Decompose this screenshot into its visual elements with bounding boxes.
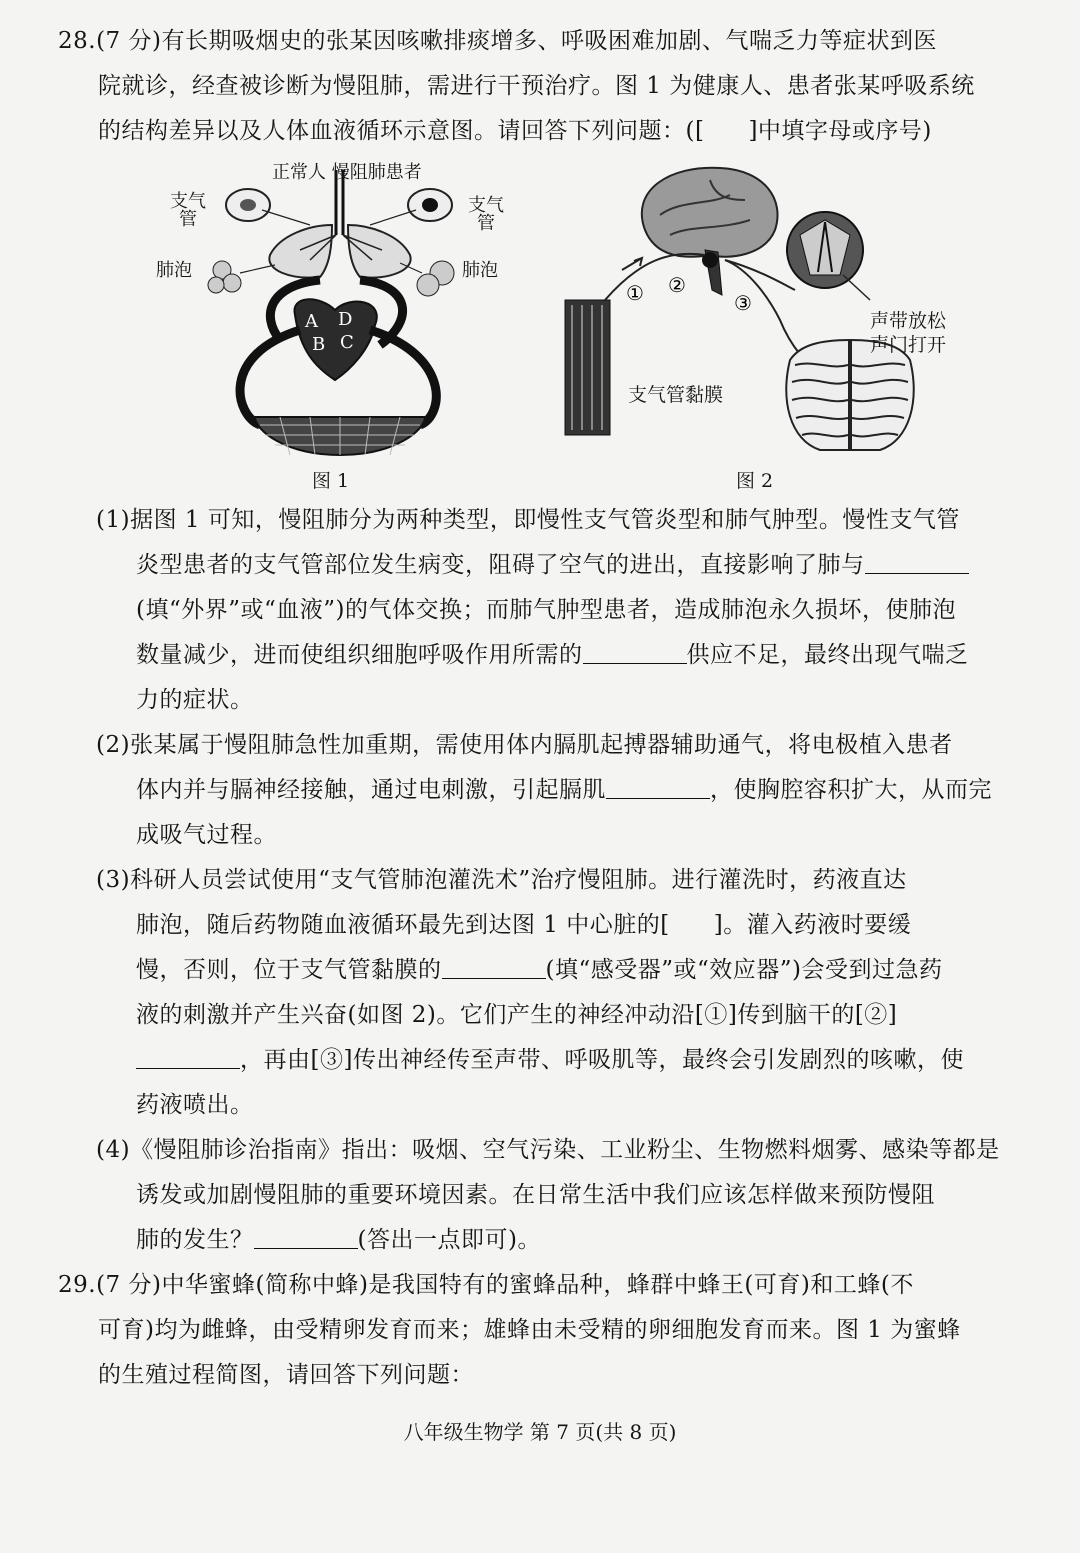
p2-line-3: 成吸气过程。 [136,822,277,848]
p1-line-4-b: 供应不足，最终出现气喘乏 [686,642,969,668]
fig1-top-label: 正常人 慢阻肺患者 [272,162,422,183]
answer-blank-3[interactable] [606,776,710,799]
p4-line-3 [136,1225,541,1255]
fig2-vocal-note-2: 声门打开 [870,334,947,356]
p3-line-2-b: ]。灌入药液时要缓 [713,912,912,938]
p3-line-3-a: 慢，否则，位于支气管黏膜的 [136,957,442,983]
path-label-2: ② [668,273,686,297]
answer-blank-4[interactable] [442,956,546,979]
p3-line-4: 液的刺激并产生兴奋(如图 2)。它们产生的神经冲动沿[①]传到脑干的[②] [136,1002,898,1028]
p1-line-2-text: 炎型患者的支气管部位发生病变，阻碍了空气的进出，直接影响了肺与 [136,552,865,578]
answer-blank-6[interactable] [254,1226,358,1249]
chamber-c: C [340,332,354,353]
p1-line-2 [136,550,969,580]
chamber-d: D [338,309,353,330]
p4-line-1: (4)《慢阻肺诊治指南》指出：吸烟、空气污染、工业粉尘、生物燃料烟雾、感染等都是 [96,1137,1000,1163]
fig2-caption: 图 2 [736,470,774,492]
right-lung [348,225,411,278]
q28-line-1: 28.(7 分)有长期吸烟史的张某因咳嗽排痰增多、呼吸困难加剧、气喘乏力等症状到医 [58,28,937,54]
p3-line-2-a: 肺泡，随后药物随血液循环最先到达图 1 中心脏的[ [136,912,670,938]
page-footer: 八年级生物学 第 7 页(共 8 页) [403,1420,677,1444]
path-label-3: ③ [734,291,752,315]
p1-line-1: (1)据图 1 可知，慢阻肺分为两种类型，即慢性支气管炎型和肺气肿型。慢性支气管 [96,507,960,533]
q28-line-3-b: ]中填字母或序号) [748,118,932,144]
fig1-right-alveoli-label: 肺泡 [462,260,498,281]
p3-line-6: 药液喷出。 [136,1092,254,1118]
answer-blank-5[interactable] [136,1046,240,1069]
fig2-vocal-note-1: 声带放松 [870,310,947,332]
fig1-caption: 图 1 [312,470,350,492]
fig1-left-bronchus-label: 支气管 [170,191,206,230]
p2-line-2-a: 体内并与膈神经接触，通过电刺激，引起膈肌 [136,777,606,803]
p2-line-2-b: ，使胸腔容积扩大，从而完 [710,777,992,803]
p1-line-4-a: 数量减少，进而使组织细胞呼吸作用所需的 [136,642,583,668]
p4-line-3-a: 肺的发生？ [136,1227,254,1253]
chamber-a: A [305,311,318,332]
q28-line-3-a: 的结构差异以及人体血液循环示意图。请回答下列问题：([ [98,118,705,144]
p1-line-5: 力的症状。 [136,687,254,713]
p3-line-3 [136,955,942,985]
p4-line-3-b: (答出一点即可)。 [357,1227,541,1253]
fig2-mucosa-label: 支气管黏膜 [628,384,724,406]
p3-line-5 [136,1045,964,1075]
answer-blank-1[interactable] [865,551,969,574]
q29-line-3: 的生殖过程简图，请回答下列问题： [98,1362,474,1388]
fig1-left-alveoli-label: 肺泡 [156,260,192,281]
p3-line-3-b: (填“感受器”或“效应器”)会受到过急药 [545,957,943,983]
figure-1-circulation [160,155,520,460]
answer-blank-2[interactable] [583,641,687,664]
q28-line-3 [98,116,932,146]
q29-line-2: 可育)均为雌蜂，由受精卵发育而来；雄蜂由未受精的卵细胞发育而来。图 1 为蜜蜂 [98,1317,961,1343]
p3-line-5-text: ，再由[③]传出神经传至声带、呼吸肌等，最终会引发剧烈的咳嗽，使 [240,1047,964,1073]
q28-line-2: 院就诊，经查被诊断为慢阻肺，需进行干预治疗。图 1 为健康人、患者张某呼吸系统 [98,73,975,99]
p3-line-2 [136,910,911,940]
p1-line-4 [136,640,969,670]
fig1-right-bronchus-label: 支气管 [468,195,504,234]
p2-line-2 [136,775,992,805]
path-label-1: ① [626,281,644,305]
p4-line-2: 诱发或加剧慢阻肺的重要环境因素。在日常生活中我们应该怎样做来预防慢阻 [136,1182,935,1208]
p1-line-3: (填“外界”或“血液”)的气体交换；而肺气肿型患者，造成肺泡永久损坏，使肺泡 [136,597,956,623]
chamber-b: B [312,334,326,355]
q29-line-1: 29.(7 分)中华蜜蜂(简称中蜂)是我国特有的蜜蜂品种，蜂群中蜂王(可育)和工蜂(不 [58,1272,914,1298]
p3-line-1: (3)科研人员尝试使用“支气管肺泡灌洗术”治疗慢阻肺。进行灌洗时，药液直达 [96,867,907,893]
p2-line-1: (2)张某属于慢阻肺急性加重期，需使用体内膈肌起搏器辅助通气，将电极植入患者 [96,732,953,758]
left-lung [269,225,332,278]
